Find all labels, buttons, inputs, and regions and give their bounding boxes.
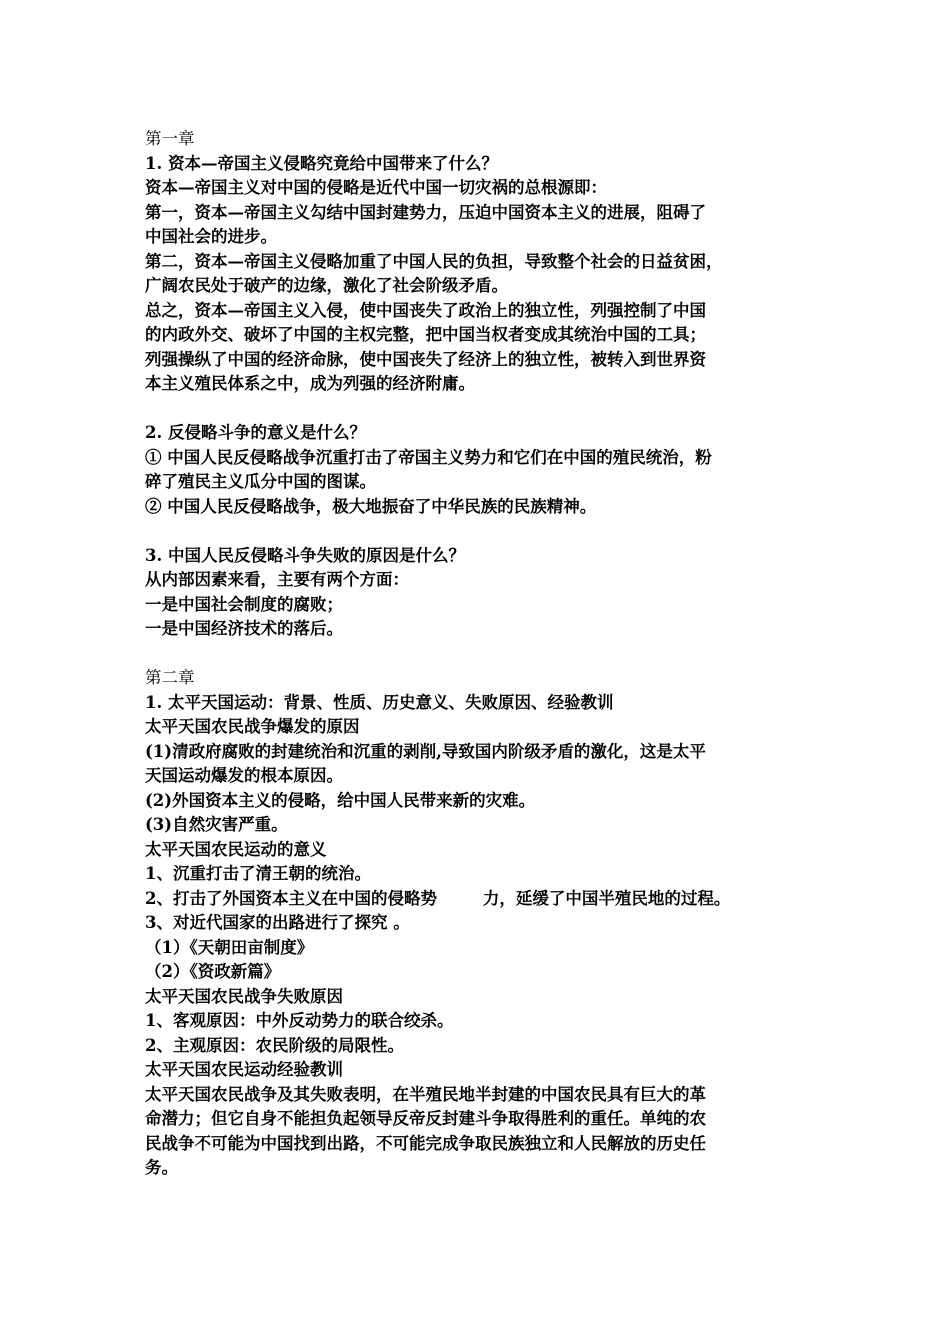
paragraph-line: 2、主观原因：农民阶级的局限性。 xyxy=(145,1035,404,1055)
paragraph-line: 碎了殖民主义瓜分中国的图谋。 xyxy=(145,472,376,491)
paragraph-line: ① 中国人民反侵略战争沉重打击了帝国主义势力和它们在中国的殖民统治，粉 xyxy=(145,447,712,467)
paragraph-line: 列强操纵了中国的经济命脉，使中国丧失了经济上的独立性，被转入到世界资 xyxy=(145,349,706,369)
paragraph-line: (3)自然灾害严重。 xyxy=(145,815,288,834)
paragraph-line: 太平天国农民战争失败原因 xyxy=(145,986,343,1006)
paragraph-line: ② 中国人民反侵略战争，极大地振奋了中华民族的民族精神。 xyxy=(145,496,597,516)
paragraph-line: （1）《天朝田亩制度》 xyxy=(145,937,314,957)
paragraph-line: 第一，资本—帝国主义勾结中国封建势力，压迫中国资本主义的进展，阻碍了 xyxy=(145,202,706,222)
paragraph-line: 1、客观原因：中外反动势力的联合绞杀。 xyxy=(145,1011,454,1030)
paragraph-line: 一是中国经济技术的落后。 xyxy=(145,619,343,638)
paragraph-line: 民战争不可能为中国找到出路，不可能完成争取民族独立和人民解放的历史任 xyxy=(145,1133,706,1153)
paragraph-line: (1)清政府腐败的封建统治和沉重的剥削,导致国内阶级矛盾的激化，这是太平 xyxy=(145,741,706,761)
paragraph-line: 太平天国农民运动经验教训 xyxy=(145,1060,343,1079)
question-1-title: 1. 太平天国运动：背景、性质、历史意义、失败原因、经验教训 xyxy=(145,692,614,712)
paragraph-line: 本主义殖民体系之中，成为列强的经济附庸。 xyxy=(145,374,475,393)
paragraph-line: 天国运动爆发的根本原因。 xyxy=(145,766,343,785)
chapter-1-heading: 第一章 xyxy=(145,129,195,148)
paragraph-line: 中国社会的进步。 xyxy=(145,227,277,246)
paragraph-line: 广阔农民处于破产的边缘，激化了社会阶级矛盾。 xyxy=(145,276,508,295)
paragraph-line: 从内部因素来看，主要有两个方面： xyxy=(145,570,409,589)
paragraph-line: 3、对近代国家的出路进行了探究 。 xyxy=(145,913,410,932)
paragraph-line: （2）《资政新篇》 xyxy=(145,962,281,981)
paragraph-line: 1、沉重打击了清王朝的统治。 xyxy=(145,864,371,883)
paragraph-line: 太平天国农民运动的意义 xyxy=(145,839,327,859)
question-3-title: 3. 中国人民反侵略斗争失败的原因是什么？ xyxy=(145,545,465,565)
question-1-title: 1. 资本—帝国主义侵略究竟给中国带来了什么？ xyxy=(145,153,498,173)
paragraph-line: 资本—帝国主义对中国的侵略是近代中国一切灾祸的总根源即： xyxy=(145,178,607,197)
paragraph-line: 命潜力；但它自身不能担负起领导反帝反封建斗争取得胜利的重任。单纯的农 xyxy=(145,1109,706,1128)
chapter-2-heading: 第二章 xyxy=(145,668,195,687)
paragraph-line: 一是中国社会制度的腐败； xyxy=(145,594,343,614)
document-page xyxy=(145,127,815,1181)
paragraph-line: 太平天国农民战争及其失败表明，在半殖民地半封建的中国农民具有巨大的革 xyxy=(145,1084,706,1104)
question-2-title: 2. 反侵略斗争的意义是什么？ xyxy=(145,423,366,442)
paragraph-line: 务。 xyxy=(145,1158,178,1177)
paragraph-line: 第二，资本—帝国主义侵略加重了中国人民的负担，导致整个社会的日益贫困， xyxy=(145,251,723,271)
paragraph-line: (2)外国资本主义的侵略，给中国人民带来新的灾难。 xyxy=(145,790,536,810)
paragraph-line: 2、打击了外国资本主义在中国的侵略势 力，延缓了中国半殖民地的过程。 xyxy=(145,888,731,908)
paragraph-line: 太平天国农民战争爆发的原因 xyxy=(145,717,360,736)
paragraph-line: 总之，资本—帝国主义入侵，使中国丧失了政治上的独立性，列强控制了中国 xyxy=(145,300,706,320)
paragraph-line: 的内政外交、破坏了中国的主权完整，把中国当权者变成其统治中国的工具； xyxy=(145,325,706,344)
